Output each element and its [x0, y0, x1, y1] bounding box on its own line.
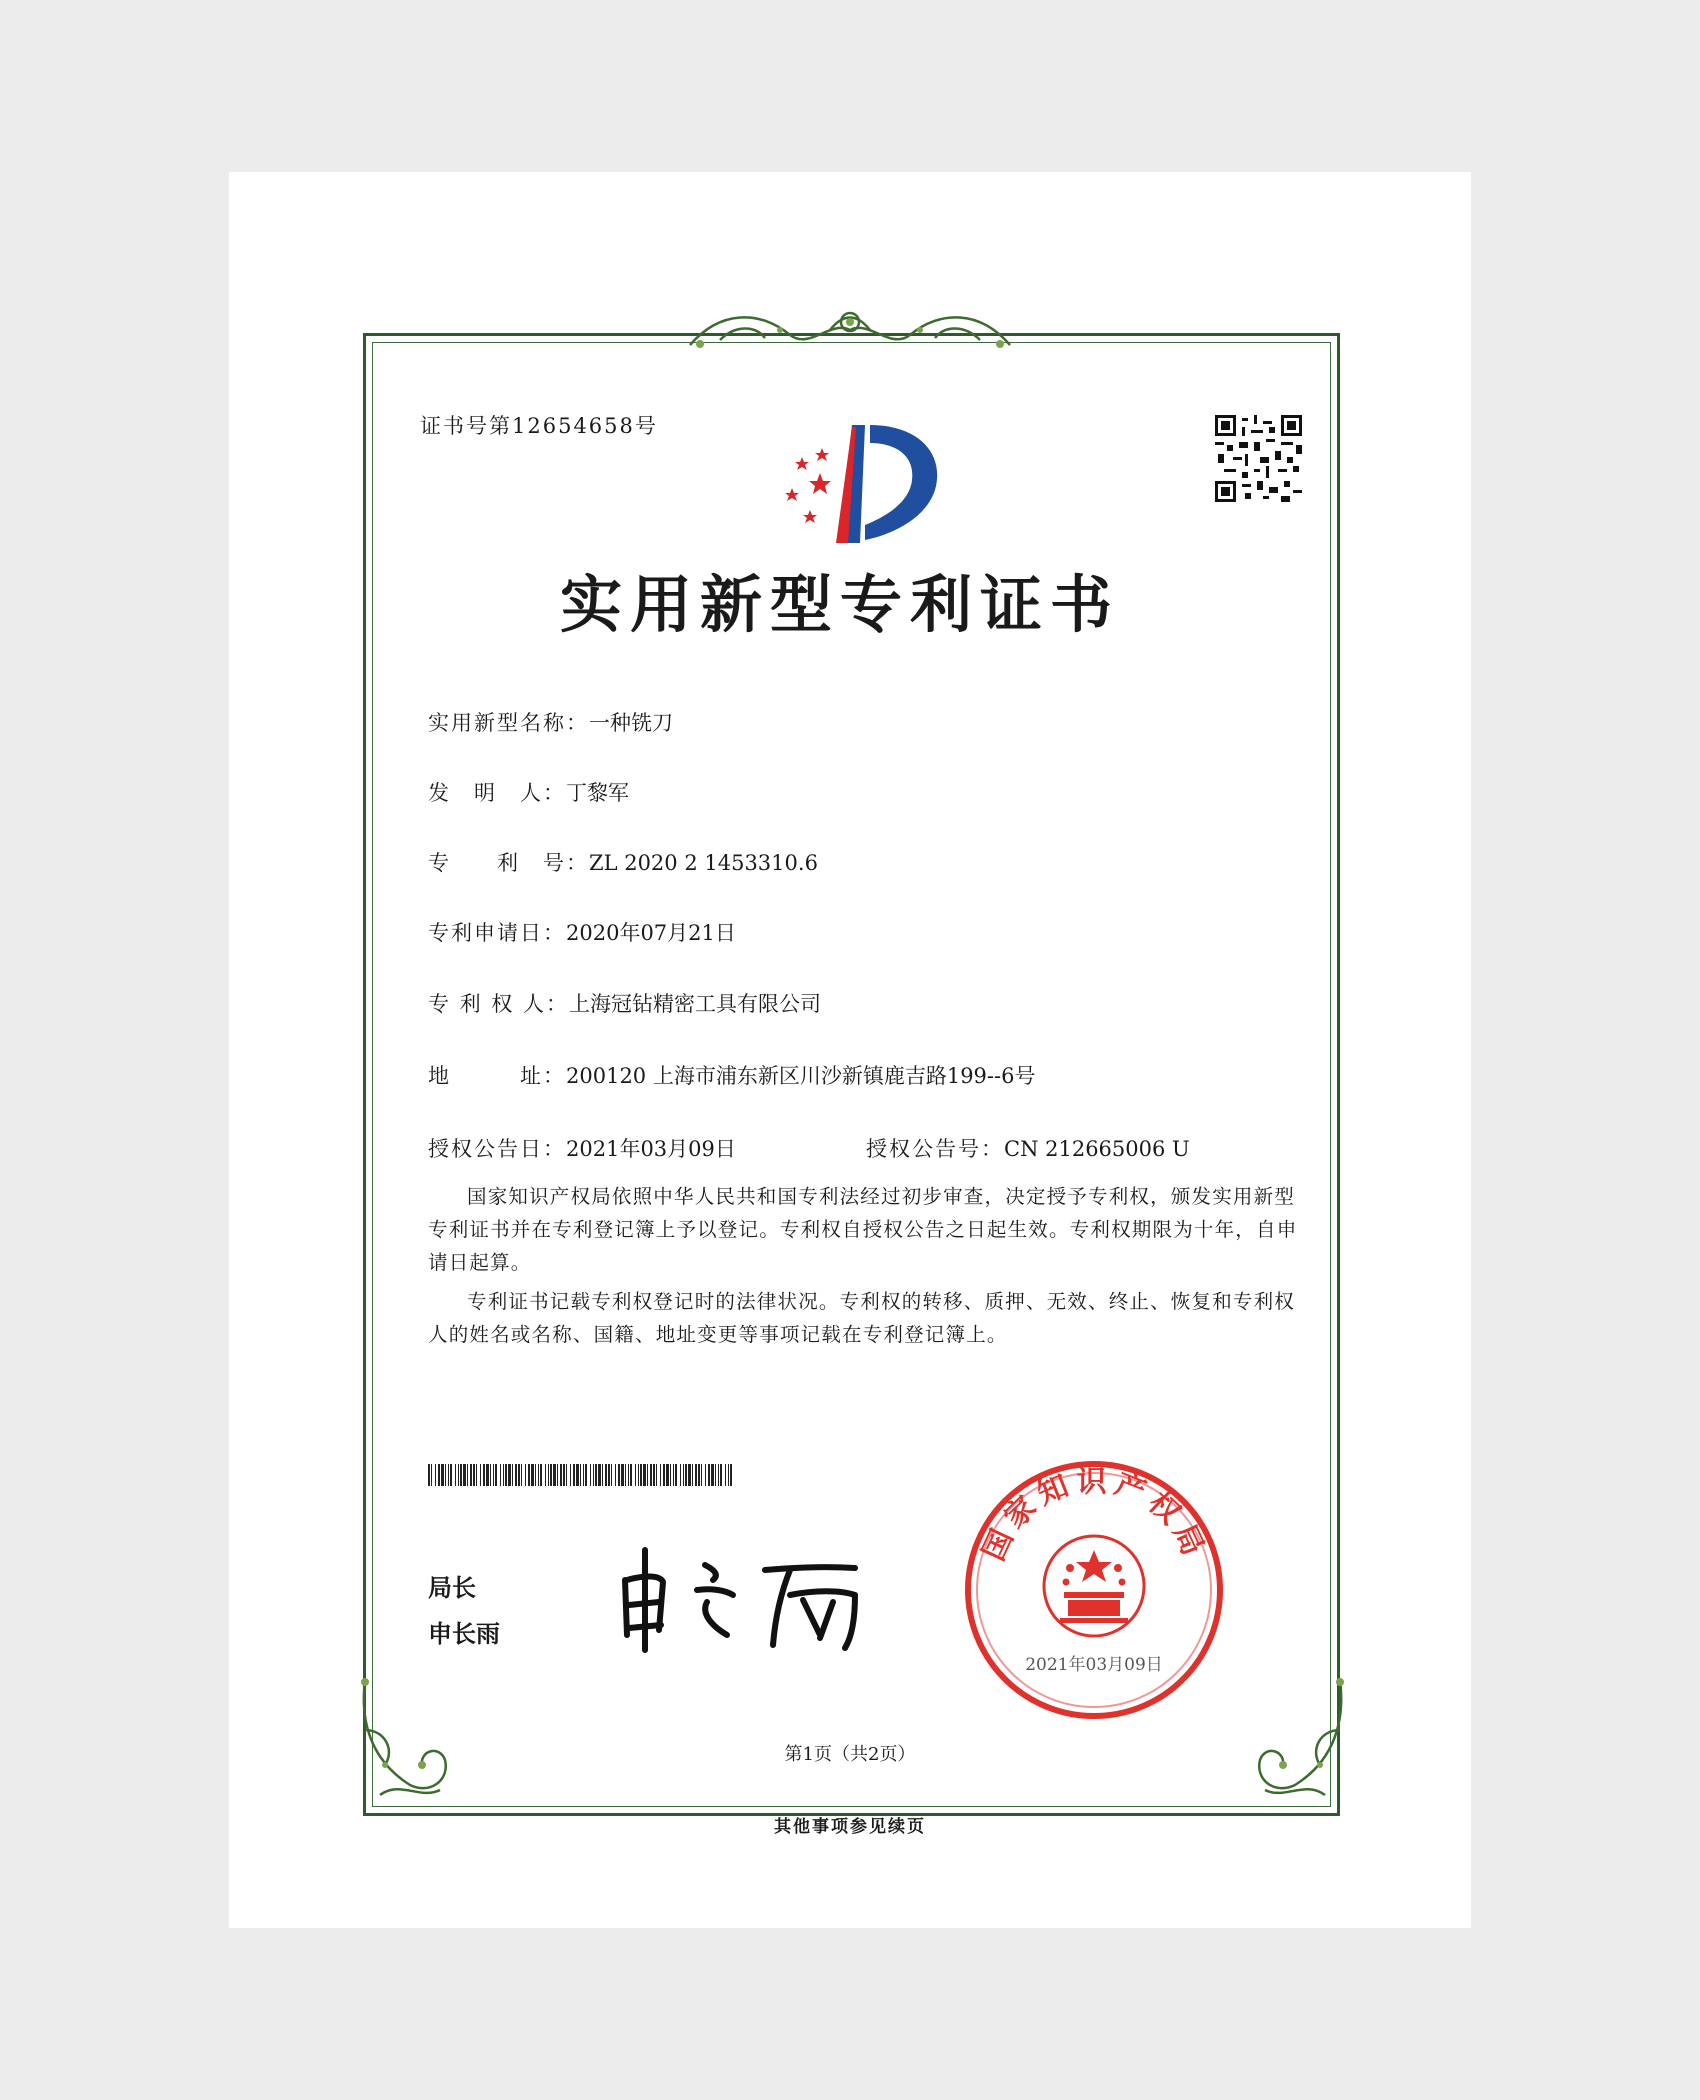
director-name: 申长雨	[428, 1620, 500, 1648]
barcode-bar	[476, 1464, 477, 1486]
barcode-bar	[647, 1464, 648, 1486]
barcode-bar	[467, 1464, 468, 1486]
barcode-bar	[666, 1464, 669, 1486]
barcode-bar	[450, 1464, 452, 1486]
barcode-bar	[525, 1464, 526, 1486]
barcode-bar	[725, 1464, 726, 1486]
barcode-bar	[573, 1464, 575, 1486]
barcode-bar	[715, 1464, 716, 1486]
certificate-title: 实用新型专利证书	[560, 568, 1121, 641]
barcode-bar	[503, 1464, 504, 1486]
field-patentee	[428, 988, 821, 1018]
barcode-bar	[618, 1464, 620, 1486]
barcode-bar	[470, 1464, 472, 1486]
barcode-bar	[490, 1464, 491, 1486]
barcode-bar	[593, 1464, 594, 1486]
field-inventor-label: 发 明 人：	[428, 781, 566, 805]
cnipa-logo	[770, 415, 945, 550]
barcode-bar	[560, 1464, 562, 1486]
barcode-bar	[463, 1464, 466, 1486]
barcode-bar	[553, 1464, 556, 1486]
field-inventor	[428, 777, 629, 807]
barcode-bar	[635, 1464, 636, 1486]
field-filing-date-value: 2020年07月21日	[566, 921, 736, 945]
barcode-bar	[585, 1464, 587, 1486]
barcode-bar	[495, 1464, 497, 1486]
barcode-bar	[441, 1464, 444, 1486]
field-grant-number	[866, 1133, 1190, 1163]
barcode-bar	[500, 1464, 501, 1486]
barcode-bar	[705, 1464, 706, 1486]
field-patent-number-value: ZL 2020 2 1453310.6	[589, 851, 818, 875]
field-address	[428, 1060, 1035, 1090]
barcode-bar	[566, 1464, 567, 1486]
barcode-bar	[570, 1464, 571, 1486]
barcode-bar	[611, 1464, 612, 1486]
top-ornament	[680, 300, 1020, 360]
barcode-bar	[638, 1464, 639, 1486]
field-patent-number	[428, 847, 818, 877]
barcode-bar	[486, 1464, 489, 1486]
barcode-bar	[590, 1464, 591, 1486]
barcode-bar	[701, 1464, 702, 1486]
barcode-bar	[538, 1464, 539, 1486]
official-seal	[962, 1458, 1227, 1723]
barcode-bar	[680, 1464, 681, 1486]
barcode-bar	[505, 1464, 507, 1486]
barcode-bar	[550, 1464, 552, 1486]
field-grant-number-value: CN 212665006 U	[1004, 1137, 1190, 1161]
barcode-bar	[435, 1464, 436, 1486]
barcode-bar	[640, 1464, 642, 1486]
barcode-bar	[448, 1464, 449, 1486]
field-name	[428, 707, 673, 737]
field-grant-date-value: 2021年03月09日	[566, 1137, 736, 1161]
qr-code	[1215, 415, 1302, 502]
corner-ornament-left	[350, 1670, 470, 1810]
barcode-bar	[643, 1464, 646, 1486]
field-address-label: 地 址：	[428, 1064, 566, 1088]
barcode-bar	[480, 1464, 481, 1486]
barcode-bar	[695, 1464, 697, 1486]
barcode-bar	[685, 1464, 687, 1486]
barcode-bar	[728, 1464, 729, 1486]
barcode-bar	[576, 1464, 579, 1486]
barcode-bar	[518, 1464, 520, 1486]
barcode-bar	[535, 1464, 536, 1486]
barcode-bar	[720, 1464, 722, 1486]
field-grant-date-label: 授权公告日：	[428, 1137, 566, 1161]
barcode-bar	[458, 1464, 459, 1486]
barcode-bar	[730, 1464, 732, 1486]
page-indicator: 第1页（共2页）	[784, 1744, 916, 1765]
barcode-bar	[445, 1464, 446, 1486]
barcode-bar	[545, 1464, 546, 1486]
barcode-bar	[531, 1464, 534, 1486]
continued-note: 其他事项参见续页	[774, 1817, 926, 1837]
director-signature	[615, 1540, 875, 1655]
field-name-label: 实用新型名称：	[428, 711, 589, 735]
barcode-bar	[548, 1464, 549, 1486]
barcode-bar	[673, 1464, 674, 1486]
barcode-bar	[670, 1464, 671, 1486]
barcode-bar	[653, 1464, 655, 1486]
barcode-bar	[698, 1464, 700, 1486]
certificate-number: 证书号第12654658号	[420, 414, 658, 438]
barcode-bar	[683, 1464, 684, 1486]
barcode-bar	[473, 1464, 475, 1486]
corner-ornament-right	[1235, 1670, 1355, 1810]
barcode-bar	[688, 1464, 691, 1486]
barcode-bar	[508, 1464, 511, 1486]
field-grant-number-label: 授权公告号：	[866, 1137, 1004, 1161]
field-inventor-value: 丁黎军	[566, 781, 629, 805]
barcode-bar	[595, 1464, 597, 1486]
barcode-bar	[605, 1464, 607, 1486]
barcode-bar	[650, 1464, 652, 1486]
field-filing-date-label: 专利申请日：	[428, 921, 566, 945]
barcode-bar	[663, 1464, 665, 1486]
field-address-value: 200120 上海市浦东新区川沙新镇鹿吉路199--6号	[566, 1064, 1036, 1088]
barcode-bar	[628, 1464, 629, 1486]
barcode-bar	[512, 1464, 513, 1486]
barcode-bar	[580, 1464, 581, 1486]
barcode-bar	[656, 1464, 657, 1486]
barcode-bar	[563, 1464, 565, 1486]
barcode-bar	[708, 1464, 710, 1486]
barcode-bar	[608, 1464, 610, 1486]
barcode-bar	[557, 1464, 558, 1486]
barcode-bar	[455, 1464, 456, 1486]
statement-paragraph-2: 专利证书记载专利权登记时的法律状况。专利权的转移、质押、无效、终止、恢复和专利权人的姓名或名称、国籍、地址变更等事项记载在专利登记簿上。	[428, 1290, 1296, 1346]
barcode-bar	[675, 1464, 677, 1486]
barcode-bar	[528, 1464, 530, 1486]
barcode-bar	[602, 1464, 603, 1486]
barcode-bar	[660, 1464, 661, 1486]
field-grant-date	[428, 1133, 736, 1163]
field-filing-date	[428, 917, 736, 947]
barcode-bar	[598, 1464, 601, 1486]
field-patentee-value: 上海冠钻精密工具有限公司	[569, 992, 822, 1016]
barcode-bar	[493, 1464, 494, 1486]
director-title: 局长	[428, 1574, 476, 1602]
barcode-bar	[615, 1464, 616, 1486]
barcode-bar	[428, 1464, 430, 1486]
barcode-bar	[583, 1464, 584, 1486]
barcode-bar	[460, 1464, 462, 1486]
svg-text:国家知识产权局: 国家知识产权局	[976, 1464, 1213, 1567]
barcode-bar	[625, 1464, 626, 1486]
field-name-value: 一种铣刀	[589, 711, 673, 735]
barcode-bar	[521, 1464, 522, 1486]
barcode-bar	[692, 1464, 693, 1486]
statement-paragraph-1: 国家知识产权局依照中华人民共和国专利法经过初步审查，决定授予专利权，颁发实用新型专利证书并在专利登记簿上予以登记。专利权自授权公告之日起生效。专利权期限为十年，自申请日起算。	[428, 1185, 1298, 1274]
barcode	[428, 1464, 733, 1486]
barcode-bar	[438, 1464, 440, 1486]
barcode-bar	[711, 1464, 714, 1486]
barcode-bar	[540, 1464, 542, 1486]
barcode-bar	[718, 1464, 719, 1486]
field-patent-number-label: 专 利 号：	[428, 851, 589, 875]
barcode-bar	[431, 1464, 432, 1486]
seal-date: 2021年03月09日	[1025, 1655, 1163, 1675]
barcode-bar	[630, 1464, 632, 1486]
barcode-bar	[483, 1464, 485, 1486]
barcode-bar	[515, 1464, 517, 1486]
field-patentee-label: 专 利 权 人：	[428, 992, 570, 1016]
barcode-bar	[621, 1464, 624, 1486]
